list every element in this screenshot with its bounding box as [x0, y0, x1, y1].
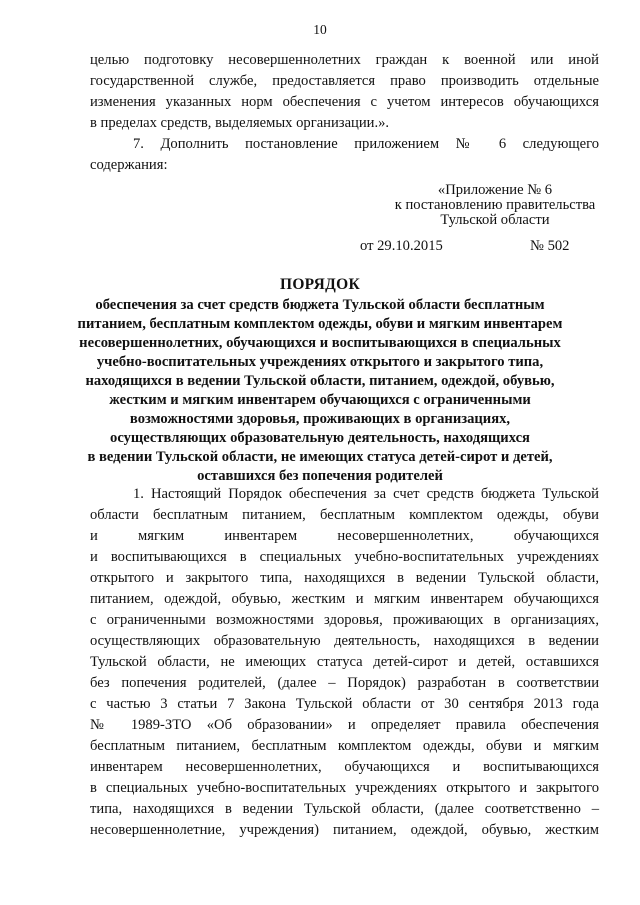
subtitle-line: учебно-воспитательных учреждениях открытого и закрытого типа,	[96, 354, 544, 370]
subtitle-line: обеспечения за счет средств бюджета Тульской области бесплатным	[95, 297, 545, 313]
body-line: и воспитывающихся в специальных учебно-воспитательных учреждениях	[90, 549, 599, 565]
subtitle-line: осуществляющих образовательную деятельность, находящихся	[110, 430, 530, 446]
subtitle-line: находящихся в ведении Тульской области, питанием, одеждой, обувью,	[85, 373, 555, 389]
body-line: области бесплатным питанием, бесплатным комплектом одежды, обуви	[90, 507, 599, 523]
intro-line: изменения указанных норм обеспечения с учетом интересов обучающихся	[90, 94, 599, 110]
body-line: 1. Настоящий Порядок обеспечения за счет средств бюджета Тульской	[133, 486, 599, 502]
body-line: открытого и закрытого типа, находящихся в ведении Тульской области,	[90, 570, 599, 586]
body-line: № 1989-ЗТО «Об образовании» и определяет правила обеспечения	[90, 717, 599, 733]
body-line: в специальных учебно-воспитательных учреждениях открытого и закрытого	[90, 780, 599, 796]
appendix-region: Тульской области	[440, 212, 550, 228]
document-date: от 29.10.2015	[360, 238, 443, 254]
intro-line: в пределах средств, выделяемых организации.».	[90, 115, 390, 131]
body-line: инвентарем несовершеннолетних, обучающихся и воспитывающихся	[90, 759, 599, 775]
appendix-title: «Приложение № 6	[437, 182, 553, 198]
body-line: с частью 3 статьи 7 Закона Тульской области от 30 сентября 2013 года	[90, 696, 599, 712]
intro-line: государственной службе, предоставляется право производить отдельные	[90, 73, 599, 89]
body-line: Тульской области, не имеющих статуса детей-сирот и детей, оставшихся	[90, 654, 599, 670]
body-line: осуществляющих образовательную деятельность, находящихся в ведении	[90, 633, 599, 649]
subtitle-line: несовершеннолетних, обучающихся и воспитывающихся в специальных	[79, 335, 561, 351]
body-line: типа, находящихся в ведении Тульской области, (далее соответственно –	[90, 801, 599, 817]
subtitle-line: возможностями здоровья, проживающих в организациях,	[129, 411, 511, 427]
point7-line: содержания:	[90, 157, 168, 173]
document-number: № 502	[530, 238, 570, 254]
body-line: без попечения родителей, (далее – Порядок) разработан в соответствии	[90, 675, 599, 691]
intro-line: целью подготовку несовершеннолетних граждан к военной или иной	[90, 52, 599, 68]
appendix-reference: к постановлению правительства	[394, 197, 596, 213]
subtitle-line: жестким и мягким инвентарем обучающихся с ограниченными	[109, 392, 531, 408]
subtitle-line: в ведении Тульской области, не имеющих статуса детей-сирот и детей,	[87, 449, 553, 465]
body-line: с ограниченными возможностями здоровья, проживающих в организациях,	[90, 612, 599, 628]
body-line: и мягким инвентарем несовершеннолетних, обучающихся	[90, 528, 599, 544]
body-line: бесплатным питанием, бесплатным комплектом одежды, обуви и мягким	[90, 738, 599, 754]
subtitle-line: оставшихся без попечения родителей	[197, 468, 443, 484]
subtitle-line: питанием, бесплатным комплектом одежды, обуви и мягким инвентарем	[77, 316, 563, 332]
body-line: питанием, одеждой, обувью, жестким и мягким инвентарем обучающихся	[90, 591, 599, 607]
page-number: 10	[313, 22, 327, 37]
point7-line: 7. Дополнить постановление приложением № 6 следующего	[133, 136, 599, 152]
document-title: ПОРЯДОК	[279, 276, 361, 293]
body-line: несовершеннолетние, учреждения) питанием, одеждой, обувью, жестким	[90, 822, 599, 838]
